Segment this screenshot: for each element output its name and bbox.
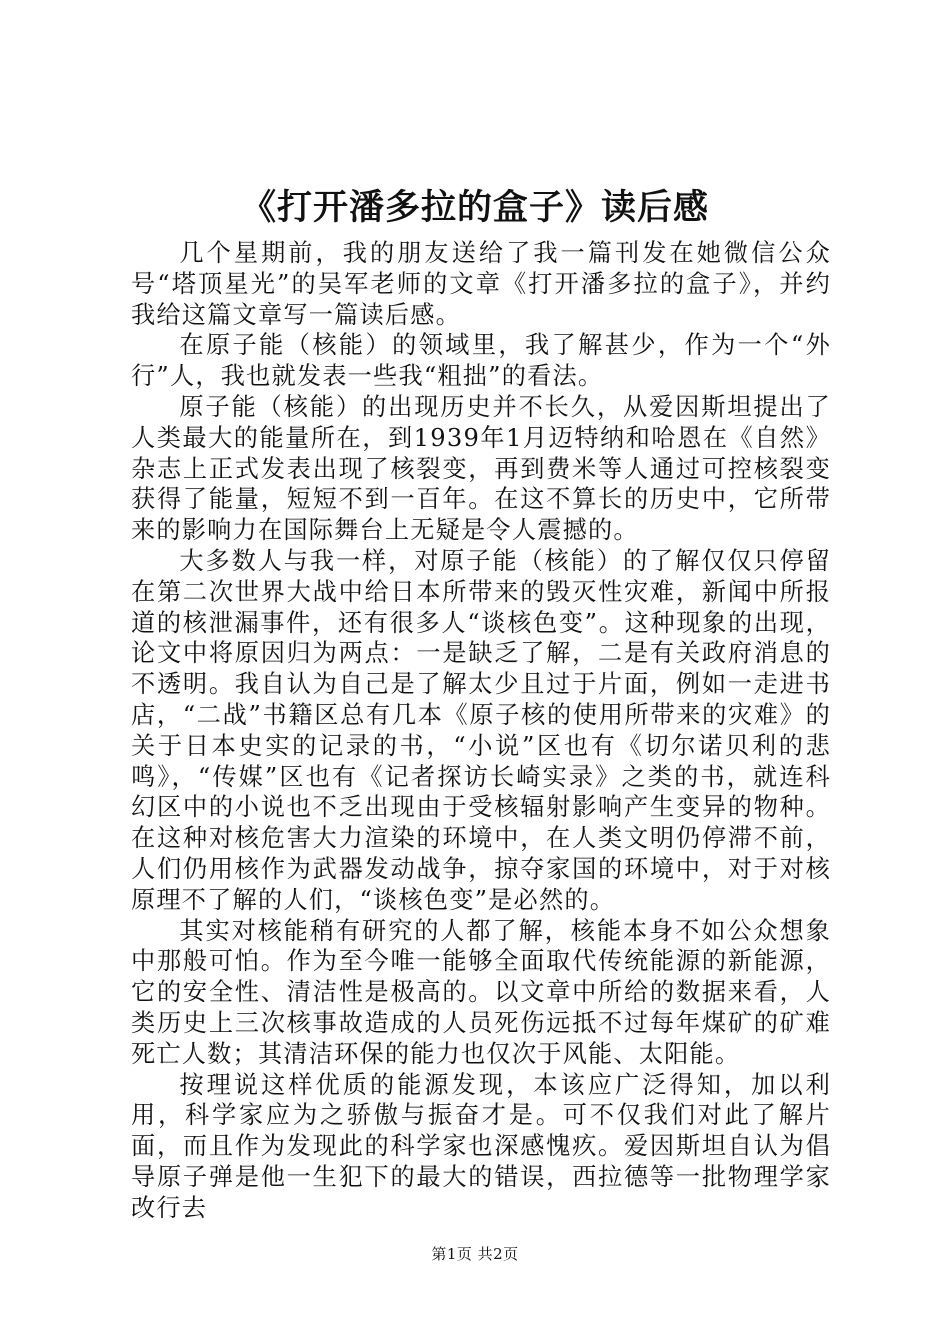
paragraph-4: 大多数人与我一样，对原子能（核能）的了解仅仅只停留在第二次世界大战中给日本所带来的毁灭性灾难，新闻中所报道的核泄漏事件，还有很多人“谈核色变”。这种现象的出现，论文中将原因归为两点：一是缺乏了解，二是有关政府消息的不透明。我自认为自己是了解太少且过于片面，例如一走进书店，“二战”书籍区总有几本《原子核的使用所带来的灾难》的关于日本史实的记录的书，“小说”区也有《切尔诺贝利的悲鸣》，“传媒”区也有《记者探访长崎实录》之类的书，就连科幻区中的小说也不乏出现由于受核辐射影响产生变异的物种。在这种对核危害大力渲染的环境中，在人类文明仍停滞不前，人们仍用核作为武器发动战争，掠夺家国的环境中，对于对核原理不了解的人们，“谈核色变”是必然的。 — [131, 546, 831, 914]
document-body — [131, 238, 831, 1224]
paragraph-3: 原子能（核能）的出现历史并不长久，从爱因斯坦提出了人类最大的能量所在，到1939年1月迈特纳和哈恩在《自然》杂志上正式发表出现了核裂变，再到费米等人通过可控核裂变获得了能量，短短不到一百年。在这不算长的历史中，它所带来的影响力在国际舞台上无疑是令人震撼的。 — [131, 392, 831, 545]
paragraph-1: 几个星期前，我的朋友送给了我一篇刊发在她微信公众号“塔顶星光”的吴军老师的文章《打开潘多拉的盒子》，并约我给这篇文章写一篇读后感。 — [131, 239, 831, 329]
paragraph-5: 其实对核能稍有研究的人都了解，核能本身不如公众想象中那般可怕。作为至今唯一能够全面取代传统能源的新能源，它的安全性、清洁性是极高的。以文章中所给的数据来看，人类历史上三次核事故造成的人员死伤远抵不过每年煤矿的矿难死亡人数；其清洁环保的能力也仅次于风能、太阳能。 — [131, 916, 831, 1068]
paragraph-6: 按理说这样优质的能源发现，本该应广泛得知，加以利用，科学家应为之骄傲与振奋才是。可不仅我们对此了解片面，而且作为发现此的科学家也深感愧疚。爱因斯坦自认为倡导原子弹是他一生犯下的最大的错误，西拉德等一批物理学家改行去 — [131, 1070, 831, 1222]
document-title: 《打开潘多拉的盒子》读后感 — [240, 187, 709, 228]
paragraph-2: 在原子能（核能）的领域里，我了解甚少，作为一个“外行”人，我也就发表一些我“粗拙”的看法。 — [131, 331, 831, 391]
page-number-footer: 第1页 共2页 — [431, 1245, 519, 1263]
